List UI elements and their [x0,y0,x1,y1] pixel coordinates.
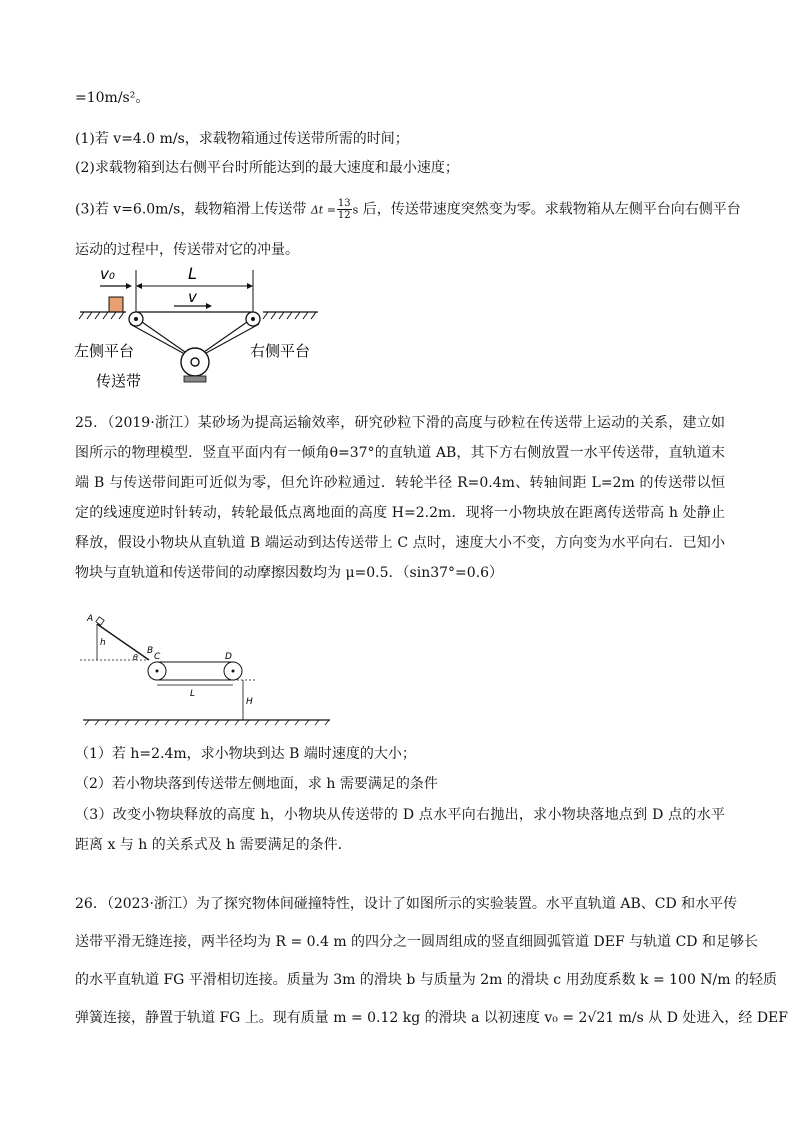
problem-26-line-4: 弹簧连接，静置于轨道 FG 上。现有质量 m = 0.12 kg 的滑块 a 以初速度 v₀ = 2√21 m/s 从 D 处进入，经 DEF [75,1010,788,1026]
prev-accel-line: =10m/s²。 [75,90,150,106]
problem-26-line-1: 26．（2023·浙江）为了探究物体间碰撞特性，设计了如图所示的实验装置。水平直轨道 AB、CD 和水平传 [75,896,738,912]
fig2-label-theta: θ [133,653,138,662]
prev-question-3 [75,198,741,221]
problem-25-question-2: （2）若小物块落到传送带左侧地面，求 h 需要满足的条件 [75,776,438,792]
incline-conveyor-figure [75,612,335,727]
prev-question-1: (1)若 v=4.0 m/s，求载物箱通过传送带所需的时间； [75,131,409,147]
prev-question-3-part-a: (3)若 v=6.0m/s，载物箱滑上传送带 [75,201,307,218]
delta-t-fraction: $\frac{13}{12}$ [337,198,351,221]
fig2-label-h: h [100,638,106,648]
fig1-left-platform: 左侧平台 [74,342,135,360]
fig1-right-platform: 右侧平台 [250,342,311,360]
delta-t-unit: s [352,203,359,217]
prev-question-3-continued: 运动的过程中，传送带对它的冲量。 [75,242,299,258]
fig2-label-C: C [154,652,161,662]
problem-25-question-3: （3）改变小物块释放的高度 h，小物块从传送带的 D 点水平向右抛出，求小物块落地点到 D 点的水平距离 x 与 h 的关系式及 h 需要满足的条件． [75,807,725,853]
fig1-belt-label: 传送带 [96,372,142,390]
fig2-label-D: D [225,652,232,662]
problem-26-line-2: 送带平滑无缝连接，两半径均为 R = 0.4 m 的四分之一圆周组成的竖直细圆弧管道 DEF 与轨道 CD 和足够长 [75,934,758,950]
problem-26-line-3: 的水平直轨道 FG 平滑相切连接。质量为 3m 的滑块 b 与质量为 2m 的滑块 c 用劲度系数 k = 100 N/m 的轻质 [75,972,777,988]
fig2-label-H: H [246,697,253,707]
fig1-label-v: v [188,288,197,306]
fig1-label-v0: v₀ [100,265,115,283]
cargo-box [109,297,123,312]
conveyor-figure [70,262,330,392]
delta-t-symbol: Δt = [310,203,336,217]
problem-25-question-1: （1）若 h=2.4m，求小物块到达 B 端时速度的大小； [75,746,416,762]
fig2-label-A: A [87,614,94,624]
prev-question-2: (2)求载物箱到达右侧平台时所能达到的最大速度和最小速度； [75,160,459,176]
fig2-label-L: L [190,689,196,699]
prev-question-3-part-b: 后，传送带速度突然变为零。求载物箱从左侧平台向右侧平台 [362,201,741,218]
fig2-label-B: B [147,646,154,656]
problem-25-statement: 25．（2019·浙江）某砂场为提高运输效率，研究砂粒下滑的高度与砂粒在传送带上运动的关系，建立如图所示的物理模型．竖直平面内有一倾角θ=37°的直轨道 AB，其下方右侧放置一水平传送带，直轨道末端 B 与传送带间距可近似为零，但允许砂粒通过．转轮半径 R=0.4m、转轴间距 L=2m 的传送带以恒定的线速度逆时针转动，转轮最低点离地面的高度 H=2.2m．现将一小物块放在距离传送带高 h 处静止释放，假设小物块从直轨道 B 端运动到达传送带上 C 点时，速度大小不变，方向变为水平向右．已知小物块与直轨道和传送带间的动摩擦因数均为 μ=0.5．（sin37°=0.6） [75,415,725,581]
fig1-label-L: L [188,264,197,283]
